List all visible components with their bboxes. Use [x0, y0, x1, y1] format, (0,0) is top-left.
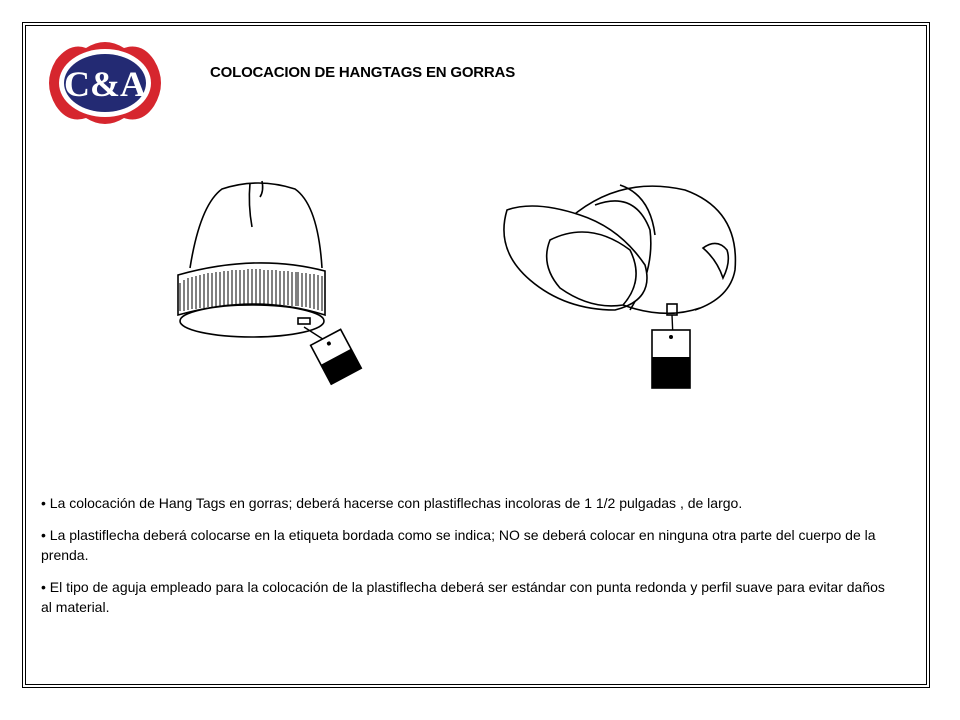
- logo-text: C&A: [64, 64, 146, 104]
- instruction-3: • El tipo de aguja empleado para la colocación de la plastiflecha deberá ser estándar con punta redonda y perfil suave para evitar daños al material.: [41, 579, 885, 615]
- instruction-2: • La plastiflecha deberá colocarse en la etiqueta bordada como se indica; NO se deberá colocar en ninguna otra parte del cuerpo de la prenda.: [41, 527, 876, 563]
- ca-logo: [46, 38, 164, 128]
- beanie-with-hangtag-icon: [160, 175, 380, 390]
- page-title: COLOCACION DE HANGTAGS EN GORRAS: [210, 64, 515, 81]
- instruction-1: • La colocación de Hang Tags en gorras; deberá hacerse con plastiflechas incoloras de 1 1/2 pulgadas , de largo.: [41, 495, 743, 511]
- instructions: [41, 493, 886, 629]
- baseball-cap-with-hangtag-icon: [495, 170, 755, 395]
